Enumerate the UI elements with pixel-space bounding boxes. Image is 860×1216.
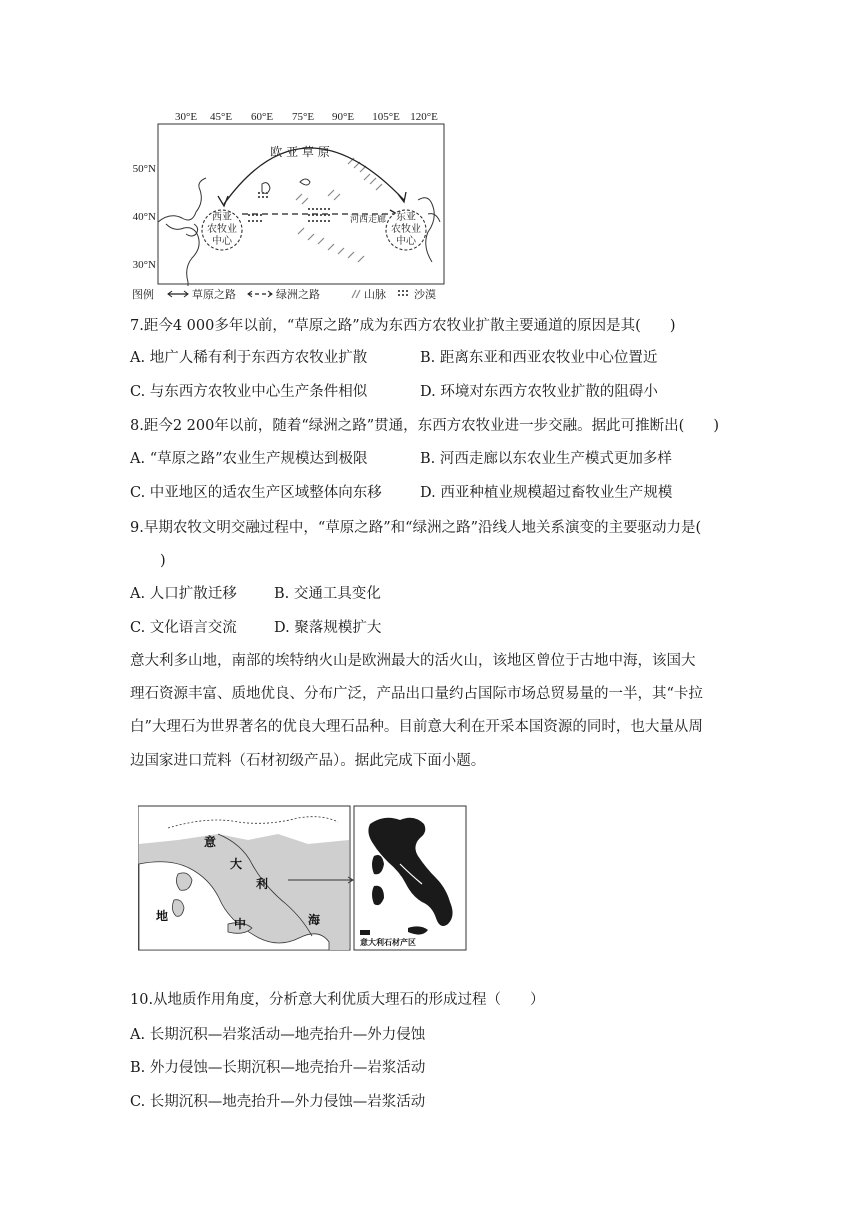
question-9-option-b[interactable]: B. 交通工具变化 xyxy=(274,586,381,602)
sea-char: 海 xyxy=(308,913,321,927)
question-7-option-b[interactable]: B. 距离东亚和西亚农牧业中心位置近 xyxy=(420,350,658,366)
question-9-option-a[interactable]: A. 人口扩散迁移 xyxy=(130,586,237,602)
east-center-label: 中心 xyxy=(396,236,416,247)
question-9-option-c[interactable]: C. 文化语言交流 xyxy=(130,620,237,636)
question-8-option-c[interactable]: C. 中亚地区的适农生产区域整体向东移 xyxy=(130,485,382,501)
map-legend xyxy=(132,287,436,301)
sea-char: 中 xyxy=(234,917,247,931)
legend-oasis-road: 绿洲之路 xyxy=(276,288,320,301)
lon-label: 60°E xyxy=(250,111,274,123)
lat-label: 40°N xyxy=(132,211,156,223)
hexi-corridor-label: 河西走廊 xyxy=(349,215,387,225)
inset-legend: 意大利石材产区 xyxy=(360,938,416,947)
lon-label: 75°E xyxy=(291,111,315,123)
lon-label: 120°E xyxy=(410,111,438,123)
west-center-label: 中心 xyxy=(212,236,232,247)
italy-char: 利 xyxy=(256,877,269,891)
sea-char: 地 xyxy=(156,909,169,923)
lon-label: 45°E xyxy=(209,111,233,123)
east-center-label: 农牧业 xyxy=(391,224,421,235)
question-8-option-d[interactable]: D. 西亚种植业规模超过畜牧业生产规模 xyxy=(420,485,673,501)
east-center-label: 东亚 xyxy=(396,212,416,223)
passage-line: 边国家进口荒料（石材初级产品）。据此完成下面小题。 xyxy=(130,753,486,769)
legend-mountain: 山脉 xyxy=(364,288,386,301)
lat-label: 30°N xyxy=(132,259,156,271)
lon-label: 30°E xyxy=(174,111,198,123)
question-8-stem: 8.距今2 200年以前，随着“绿洲之路”贯通，东西方农牧业进一步交融。据此可推断出( ) xyxy=(130,418,719,434)
question-7-option-d[interactable]: D. 环境对东西方农牧业扩散的阻碍小 xyxy=(420,384,658,400)
lat-label: 50°N xyxy=(132,163,156,175)
steppe-label: 欧 亚 草 原 xyxy=(270,145,330,159)
question-8-option-b[interactable]: B. 河西走廊以东农业生产模式更加多样 xyxy=(420,451,672,467)
question-10-option-b[interactable]: B. 外力侵蚀—长期沉积—地壳抬升—岩浆活动 xyxy=(130,1060,426,1076)
question-7-stem: 7.距今4 000多年以前，“草原之路”成为东西方农牧业扩散主要通道的原因是其( ) xyxy=(130,318,676,334)
question-10-option-a[interactable]: A. 长期沉积—岩浆活动—地壳抬升—外力侵蚀 xyxy=(130,1027,426,1043)
legend-steppe-road: 草原之路 xyxy=(192,288,236,301)
passage-line: 理石资源丰富、质地优良、分布广泛，产品出口量约占国际市场总贸易量的一半，其“卡拉 xyxy=(130,686,703,702)
passage-line: 意大利多山地，南部的埃特纳火山是欧洲最大的活火山，该地区曾位于古地中海，该国大 xyxy=(130,653,696,669)
eurasia-map-svg xyxy=(128,104,458,304)
passage-line: 白”大理石为世界著名的优良大理石品种。目前意大利在开采本国资源的同时，也大量从周 xyxy=(130,719,703,735)
question-7-option-a[interactable]: A. 地广人稀有利于东西方农牧业扩散 xyxy=(130,350,368,366)
question-9-option-d[interactable]: D. 聚落规模扩大 xyxy=(274,620,382,636)
west-center-label: 农牧业 xyxy=(207,224,237,235)
legend-desert: 沙漠 xyxy=(414,288,436,301)
question-10-stem: 10.从地质作用角度，分析意大利优质大理石的形成过程（ ） xyxy=(130,992,545,1008)
italy-map-svg xyxy=(138,804,468,954)
question-9-stem-cont: ) xyxy=(160,553,166,569)
italy-char: 意 xyxy=(204,835,217,849)
legend-title: 图例 xyxy=(132,288,154,301)
italy-char: 大 xyxy=(230,857,243,871)
west-center-label: 西亚 xyxy=(212,212,232,223)
question-9-stem: 9.早期农牧文明交融过程中，“草原之路”和“绿洲之路”沿线人地关系演变的主要驱动力是( xyxy=(130,520,702,536)
eurasia-route-map xyxy=(128,104,458,304)
italy-map xyxy=(138,804,468,954)
lon-label: 90°E xyxy=(331,111,355,123)
question-7-option-c[interactable]: C. 与东西方农牧业中心生产条件相似 xyxy=(130,384,368,400)
lon-label: 105°E xyxy=(372,111,400,123)
question-8-option-a[interactable]: A. “草原之路”农业生产规模达到极限 xyxy=(130,451,368,467)
question-10-option-c[interactable]: C. 长期沉积—地壳抬升—外力侵蚀—岩浆活动 xyxy=(130,1094,426,1110)
